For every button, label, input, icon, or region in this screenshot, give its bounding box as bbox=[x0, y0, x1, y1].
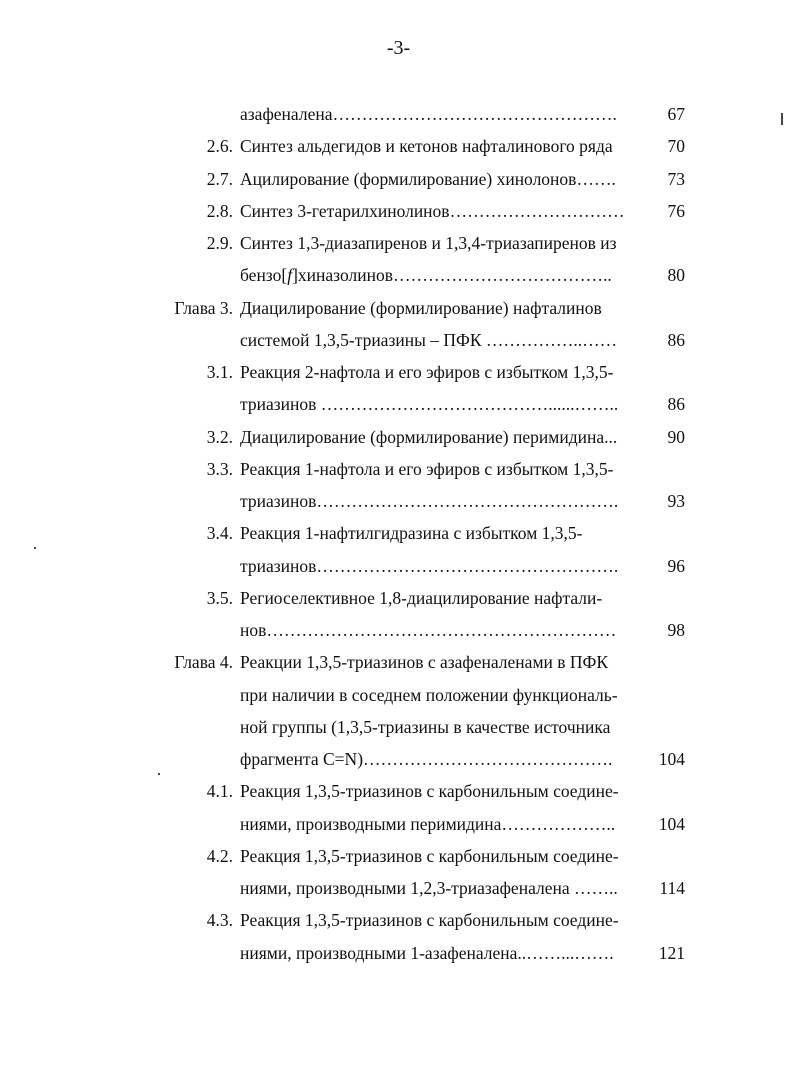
toc-title: Синтез 1,3-диазапиренов и 1,3,4-триазапиренов из bbox=[240, 233, 617, 253]
toc-title: нов…………………………………………………… bbox=[240, 620, 617, 640]
toc-number: 4.1. bbox=[206, 781, 233, 802]
toc-line bbox=[0, 103, 797, 125]
toc-page: 86 bbox=[667, 394, 685, 415]
toc-title: ниями, производными 1,2,3-триазафеналена …….. bbox=[240, 878, 618, 898]
toc-title: триазинов……………………………………………. bbox=[240, 491, 619, 511]
toc-line bbox=[0, 361, 797, 383]
toc-title: ниями, производными перимидина……………….. bbox=[240, 813, 616, 834]
toc-line bbox=[0, 748, 797, 770]
toc-title: Региоселективное 1,8-диацилирование нафтали- bbox=[240, 587, 603, 608]
toc-line bbox=[0, 426, 797, 448]
scan-speck bbox=[34, 547, 36, 549]
toc-title: бензо[f]хиназолинов……………………………….. bbox=[240, 265, 612, 286]
toc-page: 98 bbox=[667, 620, 685, 640]
toc-line bbox=[0, 587, 797, 609]
toc-number: 2.7. bbox=[206, 168, 233, 189]
toc-line bbox=[0, 651, 797, 673]
scan-speck bbox=[158, 773, 160, 775]
toc-title: Реакция 1,3,5-триазинов с карбонильным соедине- bbox=[240, 910, 619, 931]
toc-title: ной группы (1,3,5-триазины в качестве источника bbox=[240, 716, 611, 737]
toc-number: 2.9. bbox=[206, 233, 233, 253]
toc-line bbox=[0, 490, 797, 512]
toc-page: 93 bbox=[667, 491, 685, 511]
toc-page: 73 bbox=[667, 168, 685, 189]
toc-page: 90 bbox=[667, 426, 685, 447]
toc-number: 3.5. bbox=[206, 587, 233, 608]
toc-title: Реакции 1,3,5-триазинов с азафеналенами в ПФК bbox=[240, 652, 609, 673]
toc-number: 3.1. bbox=[206, 362, 233, 382]
toc-line bbox=[0, 329, 797, 351]
toc-title: Реакция 1-нафтилгидразина с избытком 1,3,5- bbox=[240, 523, 583, 544]
toc-page: 114 bbox=[659, 878, 685, 898]
toc-number: 2.8. bbox=[206, 200, 233, 221]
toc-line bbox=[0, 232, 797, 254]
toc-number: 4.2. bbox=[206, 845, 233, 866]
toc-line bbox=[0, 813, 797, 835]
toc-title: триазинов……………………………………………. bbox=[240, 555, 619, 576]
toc-line bbox=[0, 458, 797, 480]
toc-line bbox=[0, 684, 797, 706]
toc-number: 3.3. bbox=[206, 458, 233, 479]
toc-number: 3.2. bbox=[206, 426, 233, 447]
toc-page: 67 bbox=[667, 104, 685, 124]
toc-page: 70 bbox=[667, 136, 685, 157]
toc-title: Диацилирование (формилирование) нафталинов bbox=[240, 297, 602, 318]
toc-title: Диацилирование (формилирование) перимидина... bbox=[240, 426, 618, 447]
toc-title: Синтез альдегидов и кетонов нафталинового ряда bbox=[240, 136, 613, 157]
toc-line bbox=[0, 845, 797, 867]
toc-line bbox=[0, 297, 797, 319]
toc-line bbox=[0, 393, 797, 415]
toc-line bbox=[0, 909, 797, 931]
toc-number: 3.4. bbox=[206, 523, 233, 544]
toc-title: триазинов …………………………………......…….. bbox=[240, 394, 619, 415]
toc-page: 104 bbox=[658, 813, 685, 834]
toc-title: фрагмента C=N)……………………………………. bbox=[240, 749, 613, 769]
toc-title: Реакция 1,3,5-триазинов с карбонильным соедине- bbox=[240, 845, 619, 866]
toc-number: Глава 4. bbox=[174, 652, 233, 673]
toc-title: при наличии в соседнем положении функциональ- bbox=[240, 684, 618, 705]
toc-line bbox=[0, 168, 797, 190]
toc-page: 104 bbox=[658, 749, 685, 769]
toc-line bbox=[0, 877, 797, 899]
toc-line bbox=[0, 200, 797, 222]
toc-page: 121 bbox=[658, 942, 685, 963]
toc-title: Реакция 1,3,5-триазинов с карбонильным соедине- bbox=[240, 781, 619, 802]
toc-line bbox=[0, 942, 797, 964]
toc-line bbox=[0, 555, 797, 577]
toc-number: 2.6. bbox=[206, 136, 233, 157]
toc-title: Ацилирование (формилирование) хинолонов……. bbox=[240, 168, 616, 189]
toc-line bbox=[0, 619, 797, 641]
toc-line bbox=[0, 716, 797, 738]
toc-number: 4.3. bbox=[206, 910, 233, 931]
toc-title: азафеналена…………………………………………. bbox=[240, 104, 617, 124]
toc-page: 86 bbox=[667, 329, 685, 350]
toc-line bbox=[0, 780, 797, 802]
toc-number: Глава 3. bbox=[174, 297, 233, 318]
toc-title: ниями, производными 1-азафеналена..……...……. bbox=[240, 942, 614, 963]
toc-title: Реакция 2-нафтола и его эфиров с избытком 1,3,5- bbox=[240, 362, 614, 382]
toc-title: системой 1,3,5-триазины – ПФК ……………..…… bbox=[240, 329, 618, 350]
toc-page: 96 bbox=[667, 555, 685, 576]
toc-title: Синтез 3-гетарилхинолинов………………………… bbox=[240, 200, 625, 221]
toc-page: 80 bbox=[667, 265, 685, 286]
toc-page: 76 bbox=[667, 200, 685, 221]
scan-speck bbox=[781, 113, 783, 125]
toc-line bbox=[0, 135, 797, 157]
toc-title: Реакция 1-нафтола и его эфиров с избытком 1,3,5- bbox=[240, 458, 614, 479]
toc-line bbox=[0, 264, 797, 286]
toc-line bbox=[0, 522, 797, 544]
page-number: -3- bbox=[386, 37, 411, 59]
